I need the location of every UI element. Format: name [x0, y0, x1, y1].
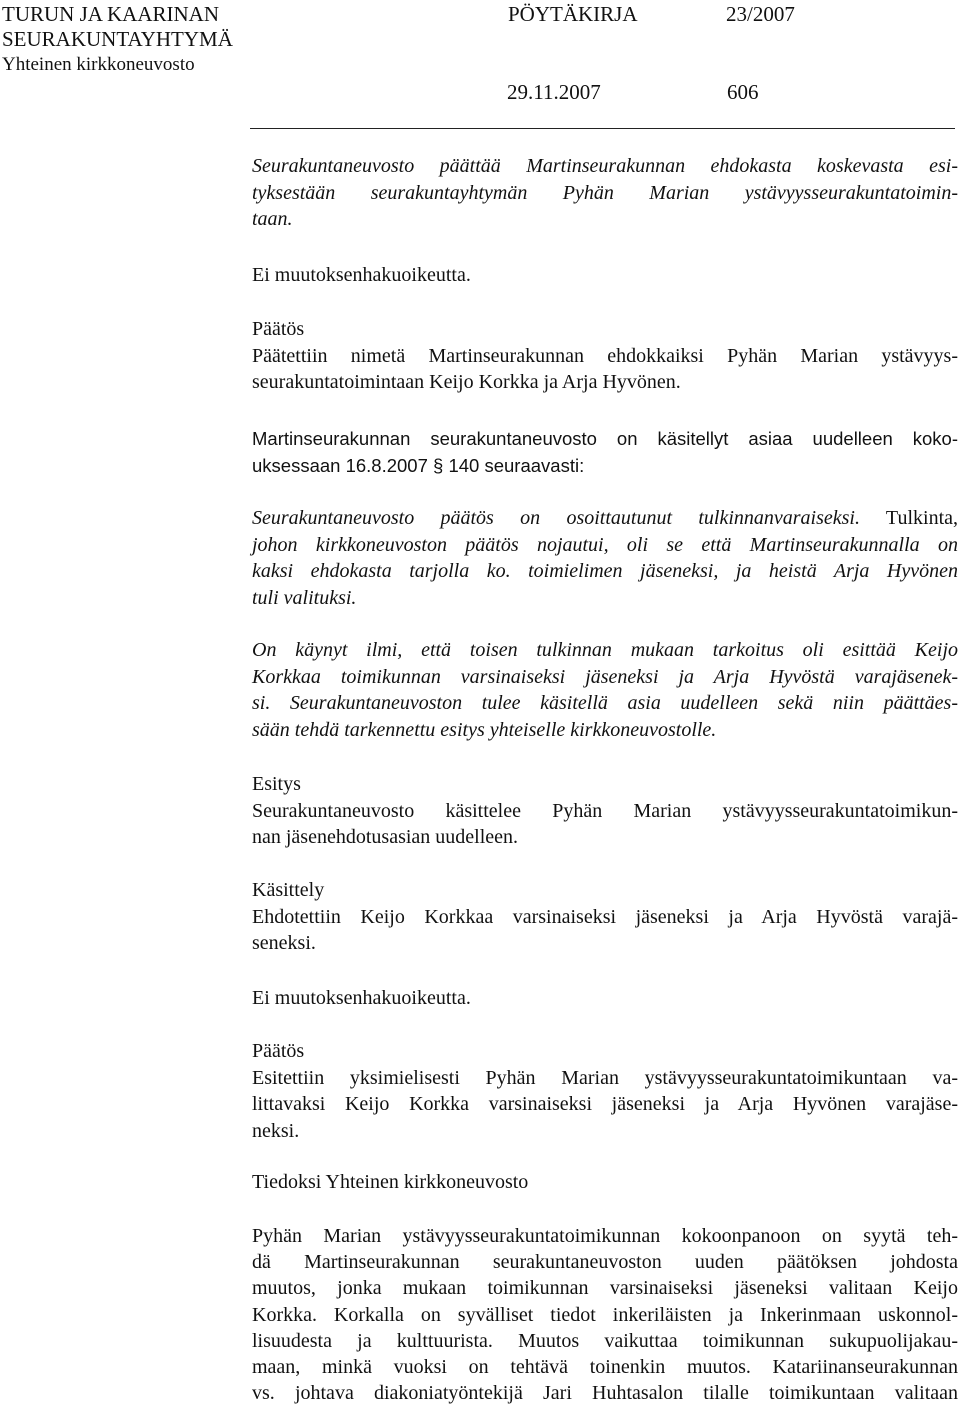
- section-heading: Esitys: [252, 773, 301, 795]
- text-line: seurakuntatoimintaan Keijo Korkka ja Arja Hyvönen.: [252, 371, 681, 393]
- text-line: Ehdotettiin Keijo Korkkaa varsinaiseksi jäseneksi ja Arja Hyvöstä varajä-: [252, 905, 958, 928]
- text-line: On käynyt ilmi, että toisen tulkinnan mukaan tarkoitus oli esittää Keijo: [252, 639, 958, 661]
- paragraph-second-interpretation: [252, 637, 958, 743]
- text-line: [252, 505, 958, 532]
- text-line: Esitettiin yksimielisesti Pyhän Marian ystävyysseurakuntatoimikuntaan va-: [252, 1066, 958, 1089]
- section-decision: [252, 316, 958, 396]
- page-number: 606: [727, 80, 759, 104]
- text-line: Päätettiin nimetä Martinseurakunnan ehdokkaiksi Pyhän Marian ystävyys-: [252, 344, 958, 367]
- org-name-line2: SEURAKUNTAYHTYMÄ: [2, 27, 233, 51]
- text-line: seneksi.: [252, 932, 316, 954]
- notice-recipient: [252, 1169, 958, 1196]
- paragraph-no-appeal-2: [252, 985, 958, 1012]
- text-line: johon kirkkoneuvoston päätös nojautui, oli se että Martinseurakunnalla on: [252, 533, 958, 556]
- text-normal: Tulkinta,: [859, 507, 958, 529]
- text-line: vs. johtava diakoniatyöntekijä Jari Huhtasalon tilalle toimikuntaan valitaan: [252, 1382, 958, 1405]
- text-line: maan, minkä vuoksi on tehtävä toinenkin muutos. Katariinanseurakunnan: [252, 1356, 958, 1379]
- text-line: muutos, jonka mukaan toimikunnan varsinaiseksi jäseneksi valitaan Keijo: [252, 1277, 958, 1300]
- paragraph-interpretation: [252, 505, 958, 611]
- paragraph-martin-parish: [252, 426, 958, 479]
- doc-type: PÖYTÄKIRJA: [508, 2, 638, 26]
- section-heading: Päätös: [252, 1040, 305, 1062]
- section-handling: [252, 877, 958, 957]
- doc-number: 23/2007: [726, 2, 795, 26]
- paragraph-no-appeal: [252, 262, 958, 289]
- meeting-date: 29.11.2007: [507, 80, 601, 104]
- text-line: Pyhän Marian ystävyysseurakuntatoimikunnan kokoonpanoon on syytä teh-: [252, 1225, 958, 1247]
- text-line: Seurakuntaneuvosto päättää Martinseurakunnan ehdokasta koskevasta esi-: [252, 155, 958, 177]
- text-line: neksi.: [252, 1119, 300, 1142]
- text-line: Ei muutoksenhakuoikeutta.: [252, 264, 471, 286]
- text-line: nan jäsenehdotusasian uudelleen.: [252, 826, 519, 848]
- text-line: sään tehdä tarkennettu esitys yhteiselle kirkkoneuvostolle.: [252, 718, 717, 741]
- paragraph-proposal: [252, 153, 958, 233]
- text-line: kaksi ehdokasta tarjolla ko. toimielimen jäseneksi, ja heistä Arja Hyvönen: [252, 560, 958, 582]
- text-line: lisuudesta ja kulttuurista. Muutos vaikuttaa toimikunnan sukupuolijakau-: [252, 1329, 958, 1352]
- text-line: dä Martinseurakunnan seurakuntaneuvoston uuden päätöksen johdosta: [252, 1251, 958, 1274]
- text-italic: Seurakuntaneuvosto päätös on osoittautunut tulkinnanvaraiseksi.: [252, 507, 860, 529]
- section-decision-2: [252, 1038, 958, 1144]
- section-proposal: [252, 771, 958, 851]
- text-line: taan.: [252, 208, 293, 230]
- text-line: tyksestään seurakuntayhtymän Pyhän Marian ystävyysseurakuntatoimin-: [252, 181, 958, 204]
- text-line: littavaksi Keijo Korkka varsinaiseksi jäseneksi ja Arja Hyvönen varajäse-: [252, 1093, 958, 1115]
- org-name-line3: Yhteinen kirkkoneuvosto: [2, 54, 195, 75]
- text-line: Ei muutoksenhakuoikeutta.: [252, 987, 471, 1009]
- text-line: tuli valituksi.: [252, 586, 357, 609]
- text-line: Martinseurakunnan seurakuntaneuvosto on käsitellyt asiaa uudelleen koko-: [252, 428, 958, 449]
- header-rule: [250, 128, 955, 129]
- section-heading: Käsittely: [252, 879, 325, 901]
- text-line: uksessaan 16.8.2007 § 140 seuraavasti:: [252, 454, 585, 476]
- section-heading: Päätös: [252, 318, 305, 340]
- paragraph-composition-change: [252, 1223, 958, 1406]
- text-line: Tiedoksi Yhteinen kirkkoneuvosto: [252, 1171, 529, 1193]
- text-line: Seurakuntaneuvosto käsittelee Pyhän Marian ystävyysseurakuntatoimikun-: [252, 799, 958, 822]
- text-line: Korkkaa toimikunnan varsinaiseksi jäseneksi ja Arja Hyvöstä varajäsenek-: [252, 665, 958, 688]
- org-name-line1: TURUN JA KAARINAN: [2, 2, 220, 26]
- text-line: Korkka. Korkalla on syvälliset tiedot inkeriläisten ja Inkerinmaan uskonnol-: [252, 1303, 958, 1326]
- text-line: si. Seurakuntaneuvoston tulee käsitellä asia uudelleen sekä niin päättäes-: [252, 692, 958, 714]
